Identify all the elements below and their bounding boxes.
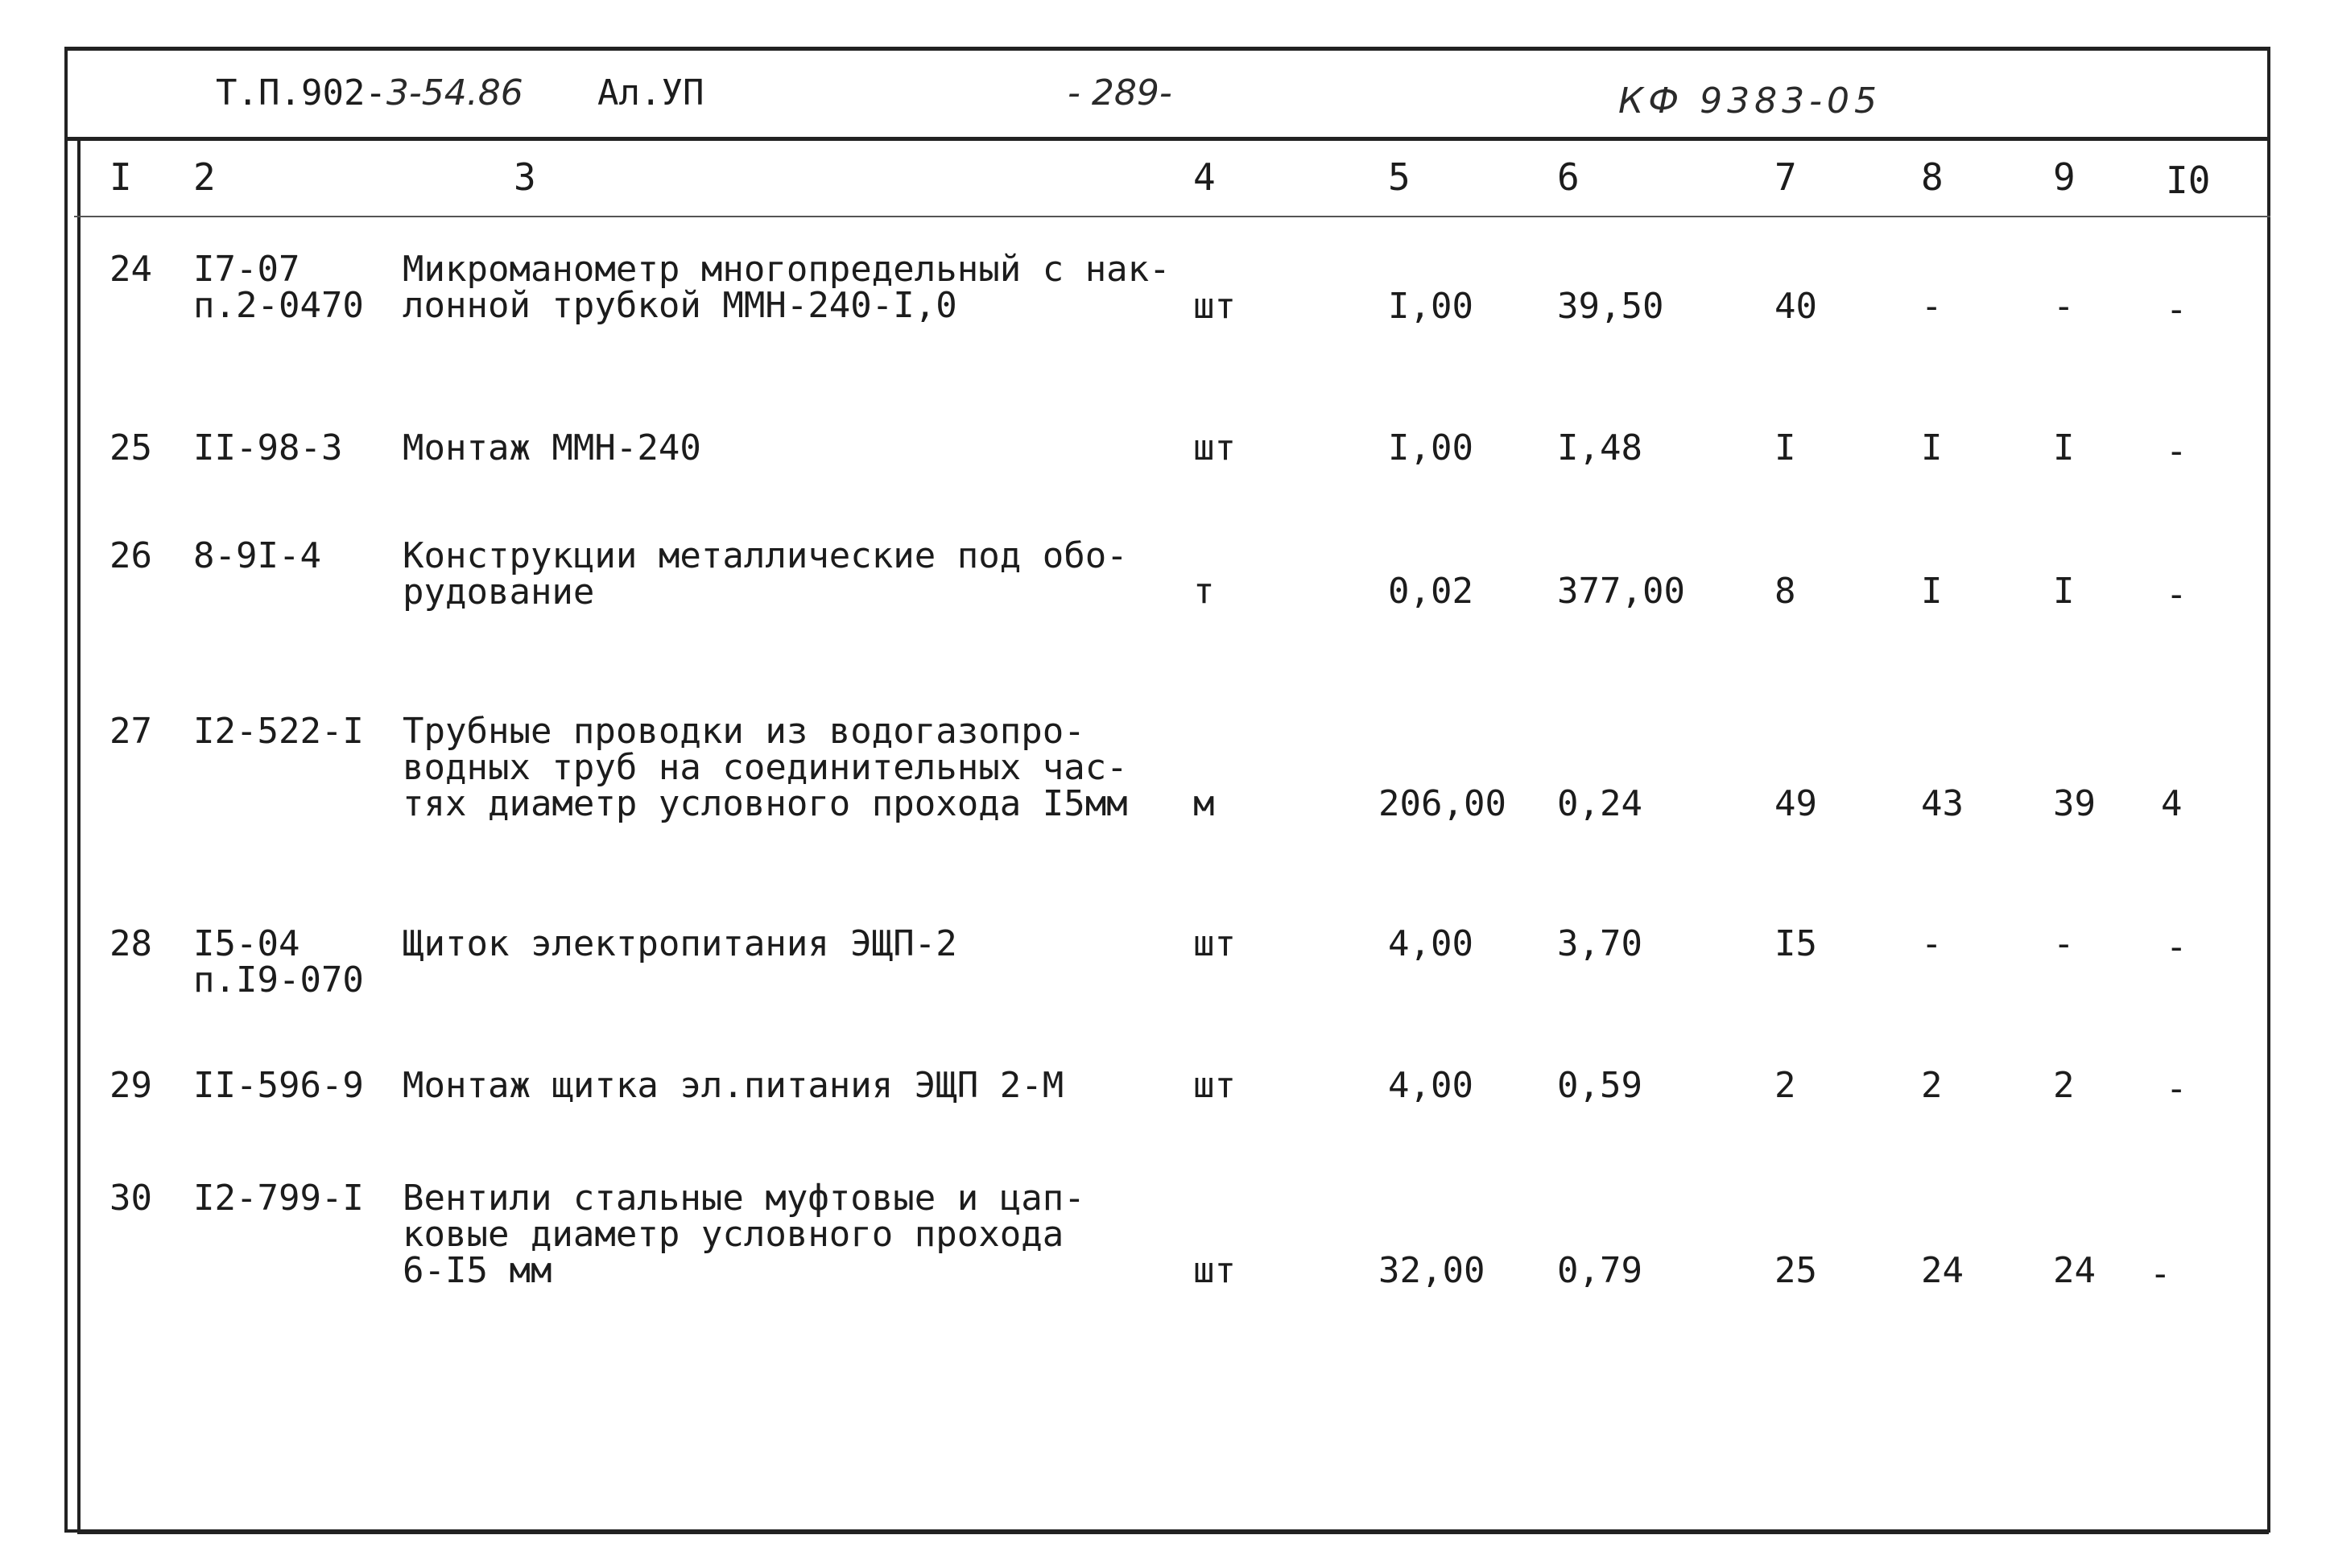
row-unit: шт bbox=[1193, 923, 1236, 964]
row-unit: м bbox=[1193, 783, 1215, 824]
row-description: Щиток электропитания ЭЩП-2 bbox=[403, 923, 957, 964]
column-header-9: 9 bbox=[2053, 155, 2076, 199]
row-price: 39,50 bbox=[1557, 286, 1664, 327]
column-header-2: 2 bbox=[193, 155, 216, 199]
row-unit: шт bbox=[1193, 1065, 1236, 1106]
column-header-5: 5 bbox=[1388, 155, 1411, 199]
page-number: - 289- bbox=[1068, 72, 1172, 113]
row-col10: 4 bbox=[2161, 783, 2183, 824]
row-code: II-98-3 bbox=[193, 427, 343, 468]
row-col7: 8 bbox=[1774, 571, 1796, 612]
row-code: I2-799-I bbox=[193, 1178, 364, 1219]
row-quantity: 32,00 bbox=[1378, 1250, 1485, 1291]
project-number-handwritten: 3-54.86 bbox=[386, 72, 523, 113]
column-header-7: 7 bbox=[1774, 155, 1797, 199]
row-code: II-596-9 bbox=[193, 1065, 364, 1106]
row-col10: - bbox=[2166, 926, 2187, 968]
row-description: Монтаж ММН-240 bbox=[403, 427, 701, 468]
row-description: Микроманометр многопредельный с нак- лонной трубкой ММН-240-I,0 bbox=[403, 249, 1171, 326]
row-col8: 43 bbox=[1921, 783, 1964, 824]
row-col7: 2 bbox=[1774, 1065, 1796, 1106]
row-unit: шт bbox=[1193, 1250, 1236, 1291]
row-price: 377,00 bbox=[1557, 571, 1685, 612]
row-quantity: I,00 bbox=[1388, 427, 1473, 468]
row-number: 26 bbox=[109, 535, 152, 576]
row-number: 25 bbox=[109, 427, 152, 468]
row-col7: I bbox=[1774, 427, 1796, 468]
row-quantity: 206,00 bbox=[1378, 783, 1506, 824]
row-col9: 2 bbox=[2053, 1065, 2075, 1106]
row-col8: 2 bbox=[1921, 1065, 1943, 1106]
row-unit: шт bbox=[1193, 427, 1236, 468]
row-quantity: 4,00 bbox=[1388, 923, 1473, 964]
row-quantity: 4,00 bbox=[1388, 1065, 1473, 1106]
row-col7: I5 bbox=[1774, 923, 1817, 964]
row-col7: 49 bbox=[1774, 783, 1817, 824]
column-header-1: I bbox=[109, 155, 132, 199]
row-col9: I bbox=[2053, 571, 2075, 612]
column-header-4: 4 bbox=[1193, 155, 1216, 199]
row-code: I2-522-I bbox=[193, 711, 364, 752]
row-description: Вентили стальные муфтовые и цап- ковые диаметр условного прохода 6-I5 мм bbox=[403, 1178, 1085, 1291]
row-col8: I bbox=[1921, 427, 1943, 468]
row-col10: - bbox=[2166, 289, 2187, 330]
row-description: Конструкции металлические под обо- рудование bbox=[403, 535, 1128, 613]
project-number bbox=[216, 71, 523, 116]
row-col10: - bbox=[2166, 574, 2187, 615]
row-col9: 24 bbox=[2053, 1250, 2096, 1291]
row-number: 28 bbox=[109, 923, 152, 964]
row-price: 0,24 bbox=[1557, 783, 1642, 824]
row-code: 8-9I-4 bbox=[193, 535, 321, 576]
column-header-8: 8 bbox=[1921, 155, 1944, 199]
row-description: Трубные проводки из водогазопро- водных труб на соединительных час- тях диаметр условного прохода I5мм bbox=[403, 711, 1128, 824]
column-header-10: I0 bbox=[2166, 159, 2211, 202]
row-quantity: 0,02 bbox=[1388, 571, 1473, 612]
page-inner-frame bbox=[77, 138, 2269, 1534]
row-col10: - bbox=[2150, 1253, 2171, 1294]
row-price: 0,59 bbox=[1557, 1065, 1642, 1106]
header-divider bbox=[64, 137, 2270, 141]
row-col9: 39 bbox=[2053, 783, 2096, 824]
column-header-6: 6 bbox=[1557, 155, 1580, 199]
row-quantity: I,00 bbox=[1388, 286, 1473, 327]
row-col8: 24 bbox=[1921, 1250, 1964, 1291]
row-price: 0,79 bbox=[1557, 1250, 1642, 1291]
row-col9: - bbox=[2053, 286, 2075, 327]
row-number: 27 bbox=[109, 711, 152, 752]
row-col8: - bbox=[1921, 923, 1943, 964]
row-col9: - bbox=[2053, 923, 2075, 964]
row-code: I5-04 п.I9-070 bbox=[193, 923, 364, 1001]
album-label: Ал.УП bbox=[597, 72, 704, 113]
row-col10: - bbox=[2166, 431, 2187, 472]
row-col10: - bbox=[2166, 1068, 2187, 1109]
row-code: I7-07 п.2-0470 bbox=[193, 249, 364, 326]
row-col8: I bbox=[1921, 571, 1943, 612]
row-unit: шт bbox=[1193, 286, 1236, 327]
row-number: 29 bbox=[109, 1065, 152, 1106]
row-description: Монтаж щитка эл.питания ЭЩП 2-М bbox=[403, 1065, 1064, 1106]
sheet-code: КФ 9383-05 bbox=[1618, 80, 1882, 122]
row-col9: I bbox=[2053, 427, 2075, 468]
row-price: 3,70 bbox=[1557, 923, 1642, 964]
column-header-3: 3 bbox=[514, 155, 536, 199]
project-number-printed: Т.П.902- bbox=[216, 72, 386, 113]
row-price: I,48 bbox=[1557, 427, 1642, 468]
row-unit: т bbox=[1193, 571, 1215, 612]
column-header-divider bbox=[74, 216, 2270, 217]
row-number: 30 bbox=[109, 1178, 152, 1219]
row-number: 24 bbox=[109, 249, 152, 290]
row-col7: 40 bbox=[1774, 286, 1817, 327]
row-col8: - bbox=[1921, 286, 1943, 327]
row-col7: 25 bbox=[1774, 1250, 1817, 1291]
